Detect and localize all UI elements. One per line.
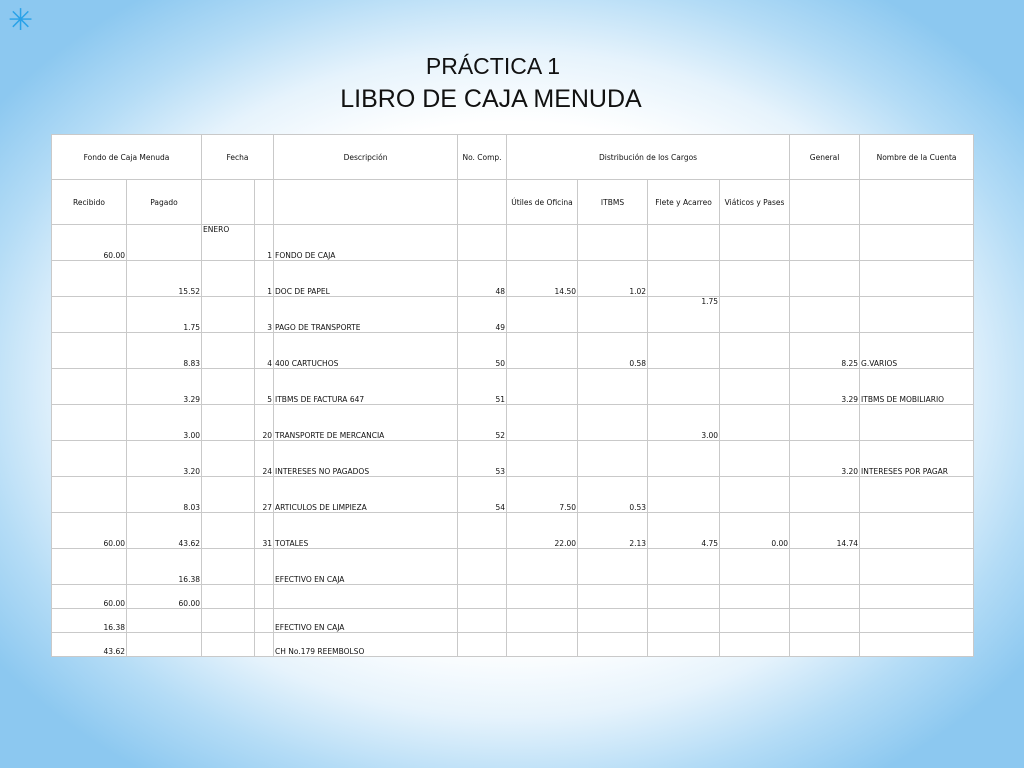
table-row [52, 549, 974, 585]
header-itbms: ITBMS [578, 180, 648, 225]
cell-viaticos [720, 333, 790, 369]
cell-dia: 1 [255, 225, 274, 261]
cell-dia: 5 [255, 369, 274, 405]
cell-recibido [52, 441, 127, 477]
cell-flete: 3.00 [648, 405, 720, 441]
cell-viaticos [720, 477, 790, 513]
cell-mes [202, 609, 255, 633]
header-distribucion: Distribución de los Cargos [507, 135, 790, 180]
cell-cuenta [860, 261, 974, 297]
cell-mes: ENERO [202, 225, 255, 261]
cell-comp: 48 [458, 261, 507, 297]
cell-comp [458, 513, 507, 549]
cell-recibido: 43.62 [52, 633, 127, 657]
cell-general [790, 609, 860, 633]
cell-general [790, 585, 860, 609]
header-recibido: Recibido [52, 180, 127, 225]
cell-recibido: 16.38 [52, 609, 127, 633]
header-fecha: Fecha [202, 135, 274, 180]
cell-descripcion: ARTICULOS DE LIMPIEZA [274, 477, 458, 513]
cell-utiles: 22.00 [507, 513, 578, 549]
cell-itbms [578, 585, 648, 609]
cell-descripcion: CH No.179 REEMBOLSO [274, 633, 458, 657]
cell-comp: 51 [458, 369, 507, 405]
cell-pagado [127, 633, 202, 657]
cell-general [790, 225, 860, 261]
cell-utiles: 7.50 [507, 477, 578, 513]
table-row [52, 261, 974, 297]
header-empty [458, 180, 507, 225]
cell-recibido [52, 477, 127, 513]
cell-pagado: 3.20 [127, 441, 202, 477]
cell-itbms: 0.53 [578, 477, 648, 513]
cell-recibido [52, 261, 127, 297]
cell-comp [458, 585, 507, 609]
table-row [52, 333, 974, 369]
cell-recibido: 60.00 [52, 585, 127, 609]
cell-cuenta [860, 633, 974, 657]
cell-general: 8.25 [790, 333, 860, 369]
cell-viaticos: 0.00 [720, 513, 790, 549]
cell-dia: 20 [255, 405, 274, 441]
cell-viaticos [720, 633, 790, 657]
header-viaticos: Viáticos y Pases [720, 180, 790, 225]
header-empty [860, 180, 974, 225]
cell-flete: 1.75 [648, 297, 720, 333]
cell-comp [458, 549, 507, 585]
cell-flete [648, 477, 720, 513]
header-general: General [790, 135, 860, 180]
cell-dia [255, 633, 274, 657]
cell-dia [255, 609, 274, 633]
cell-cuenta: INTERESES POR PAGAR [860, 441, 974, 477]
petty-cash-ledger-table [51, 134, 974, 657]
cell-comp: 54 [458, 477, 507, 513]
sparkle-icon: ✳ [8, 3, 34, 38]
header-empty [202, 180, 255, 225]
table-row [52, 441, 974, 477]
cell-viaticos [720, 261, 790, 297]
cell-utiles: 14.50 [507, 261, 578, 297]
cell-cuenta [860, 297, 974, 333]
cell-dia: 4 [255, 333, 274, 369]
cell-pagado: 43.62 [127, 513, 202, 549]
cell-pagado: 60.00 [127, 585, 202, 609]
cell-general: 14.74 [790, 513, 860, 549]
cell-dia [255, 549, 274, 585]
cell-descripcion: EFECTIVO EN CAJA [274, 609, 458, 633]
cell-itbms [578, 441, 648, 477]
cell-recibido [52, 549, 127, 585]
cell-descripcion: PAGO DE TRANSPORTE [274, 297, 458, 333]
table-row [52, 633, 974, 657]
cell-recibido: 60.00 [52, 225, 127, 261]
cell-descripcion [274, 585, 458, 609]
cell-viaticos [720, 369, 790, 405]
cell-itbms [578, 369, 648, 405]
cell-viaticos [720, 549, 790, 585]
cell-mes [202, 333, 255, 369]
cell-recibido [52, 405, 127, 441]
cell-general: 3.29 [790, 369, 860, 405]
cell-recibido: 60.00 [52, 513, 127, 549]
header-fondo: Fondo de Caja Menuda [52, 135, 202, 180]
cell-cuenta [860, 609, 974, 633]
cell-general: 3.20 [790, 441, 860, 477]
cell-itbms: 0.58 [578, 333, 648, 369]
table-row [52, 369, 974, 405]
cell-mes [202, 405, 255, 441]
cell-recibido [52, 369, 127, 405]
cell-cuenta [860, 513, 974, 549]
cell-itbms [578, 225, 648, 261]
cell-utiles [507, 585, 578, 609]
cell-descripcion: TOTALES [274, 513, 458, 549]
cell-general [790, 549, 860, 585]
cell-pagado [127, 609, 202, 633]
cell-descripcion: EFECTIVO EN CAJA [274, 549, 458, 585]
cell-viaticos [720, 585, 790, 609]
cell-cuenta: ITBMS DE MOBILIARIO [860, 369, 974, 405]
cell-pagado: 8.83 [127, 333, 202, 369]
cell-dia: 3 [255, 297, 274, 333]
header-empty [274, 180, 458, 225]
cell-flete: 4.75 [648, 513, 720, 549]
cell-mes [202, 549, 255, 585]
cell-flete [648, 633, 720, 657]
cell-mes [202, 633, 255, 657]
cell-itbms [578, 297, 648, 333]
slide-title [0, 50, 1024, 116]
table-row [52, 609, 974, 633]
cell-mes [202, 585, 255, 609]
cell-viaticos [720, 405, 790, 441]
table-row [52, 297, 974, 333]
cell-general [790, 261, 860, 297]
cell-utiles [507, 405, 578, 441]
cell-utiles [507, 333, 578, 369]
cell-cuenta [860, 225, 974, 261]
cell-pagado: 1.75 [127, 297, 202, 333]
cell-dia: 27 [255, 477, 274, 513]
cell-itbms [578, 549, 648, 585]
cell-general [790, 297, 860, 333]
cell-descripcion: INTERESES NO PAGADOS [274, 441, 458, 477]
cell-pagado [127, 225, 202, 261]
cell-itbms [578, 609, 648, 633]
cell-utiles [507, 633, 578, 657]
cell-mes [202, 441, 255, 477]
cell-dia: 1 [255, 261, 274, 297]
cell-pagado: 3.29 [127, 369, 202, 405]
cell-descripcion: 400 CARTUCHOS [274, 333, 458, 369]
cell-flete [648, 333, 720, 369]
title-line-1: PRÁCTICA 1 [425, 53, 561, 79]
header-row [52, 135, 974, 180]
cell-recibido [52, 297, 127, 333]
header-cuenta: Nombre de la Cuenta [860, 135, 974, 180]
cell-viaticos [720, 609, 790, 633]
cell-mes [202, 297, 255, 333]
cell-dia [255, 585, 274, 609]
cell-comp [458, 609, 507, 633]
cell-utiles [507, 297, 578, 333]
header-descripcion: Descripción [274, 135, 458, 180]
cell-utiles [507, 549, 578, 585]
header-empty [790, 180, 860, 225]
header-empty [255, 180, 274, 225]
cell-mes [202, 261, 255, 297]
cell-utiles [507, 369, 578, 405]
cell-dia: 31 [255, 513, 274, 549]
cell-descripcion: FONDO DE CAJA [274, 225, 458, 261]
cell-viaticos [720, 441, 790, 477]
header-utiles: Útiles de Oficina [507, 180, 578, 225]
cell-descripcion: DOC DE PAPEL [274, 261, 458, 297]
cell-descripcion: ITBMS DE FACTURA 647 [274, 369, 458, 405]
cell-cuenta [860, 549, 974, 585]
cell-pagado: 16.38 [127, 549, 202, 585]
cell-pagado: 15.52 [127, 261, 202, 297]
header-flete: Flete y Acarreo [648, 180, 720, 225]
cell-itbms: 2.13 [578, 513, 648, 549]
cell-viaticos [720, 297, 790, 333]
cell-dia: 24 [255, 441, 274, 477]
cell-cuenta [860, 405, 974, 441]
cell-comp: 53 [458, 441, 507, 477]
header-comp: No. Comp. [458, 135, 507, 180]
cell-utiles [507, 441, 578, 477]
cell-flete [648, 369, 720, 405]
table-row [52, 225, 974, 261]
cell-comp: 49 [458, 297, 507, 333]
cell-pagado: 3.00 [127, 405, 202, 441]
subheader-row [52, 180, 974, 225]
cell-flete [648, 261, 720, 297]
cell-comp: 52 [458, 405, 507, 441]
table-row [52, 405, 974, 441]
cell-viaticos [720, 225, 790, 261]
cell-mes [202, 369, 255, 405]
cell-general [790, 633, 860, 657]
cell-comp [458, 633, 507, 657]
table-row [52, 477, 974, 513]
cell-flete [648, 609, 720, 633]
header-pagado: Pagado [127, 180, 202, 225]
cell-itbms: 1.02 [578, 261, 648, 297]
cell-comp [458, 225, 507, 261]
cell-recibido [52, 333, 127, 369]
table-row [52, 513, 974, 549]
cell-pagado: 8.03 [127, 477, 202, 513]
cell-itbms [578, 633, 648, 657]
cell-comp: 50 [458, 333, 507, 369]
table-row [52, 585, 974, 609]
cell-utiles [507, 609, 578, 633]
cell-descripcion: TRANSPORTE DE MERCANCIA [274, 405, 458, 441]
cell-itbms [578, 405, 648, 441]
cell-flete [648, 441, 720, 477]
cell-cuenta [860, 585, 974, 609]
cell-flete [648, 585, 720, 609]
cell-cuenta: G.VARIOS [860, 333, 974, 369]
cell-utiles [507, 225, 578, 261]
cell-mes [202, 513, 255, 549]
cell-mes [202, 477, 255, 513]
cell-flete [648, 549, 720, 585]
cell-flete [648, 225, 720, 261]
cell-general [790, 405, 860, 441]
cell-cuenta [860, 477, 974, 513]
title-line-2: LIBRO DE CAJA MENUDA [340, 85, 642, 113]
cell-general [790, 477, 860, 513]
